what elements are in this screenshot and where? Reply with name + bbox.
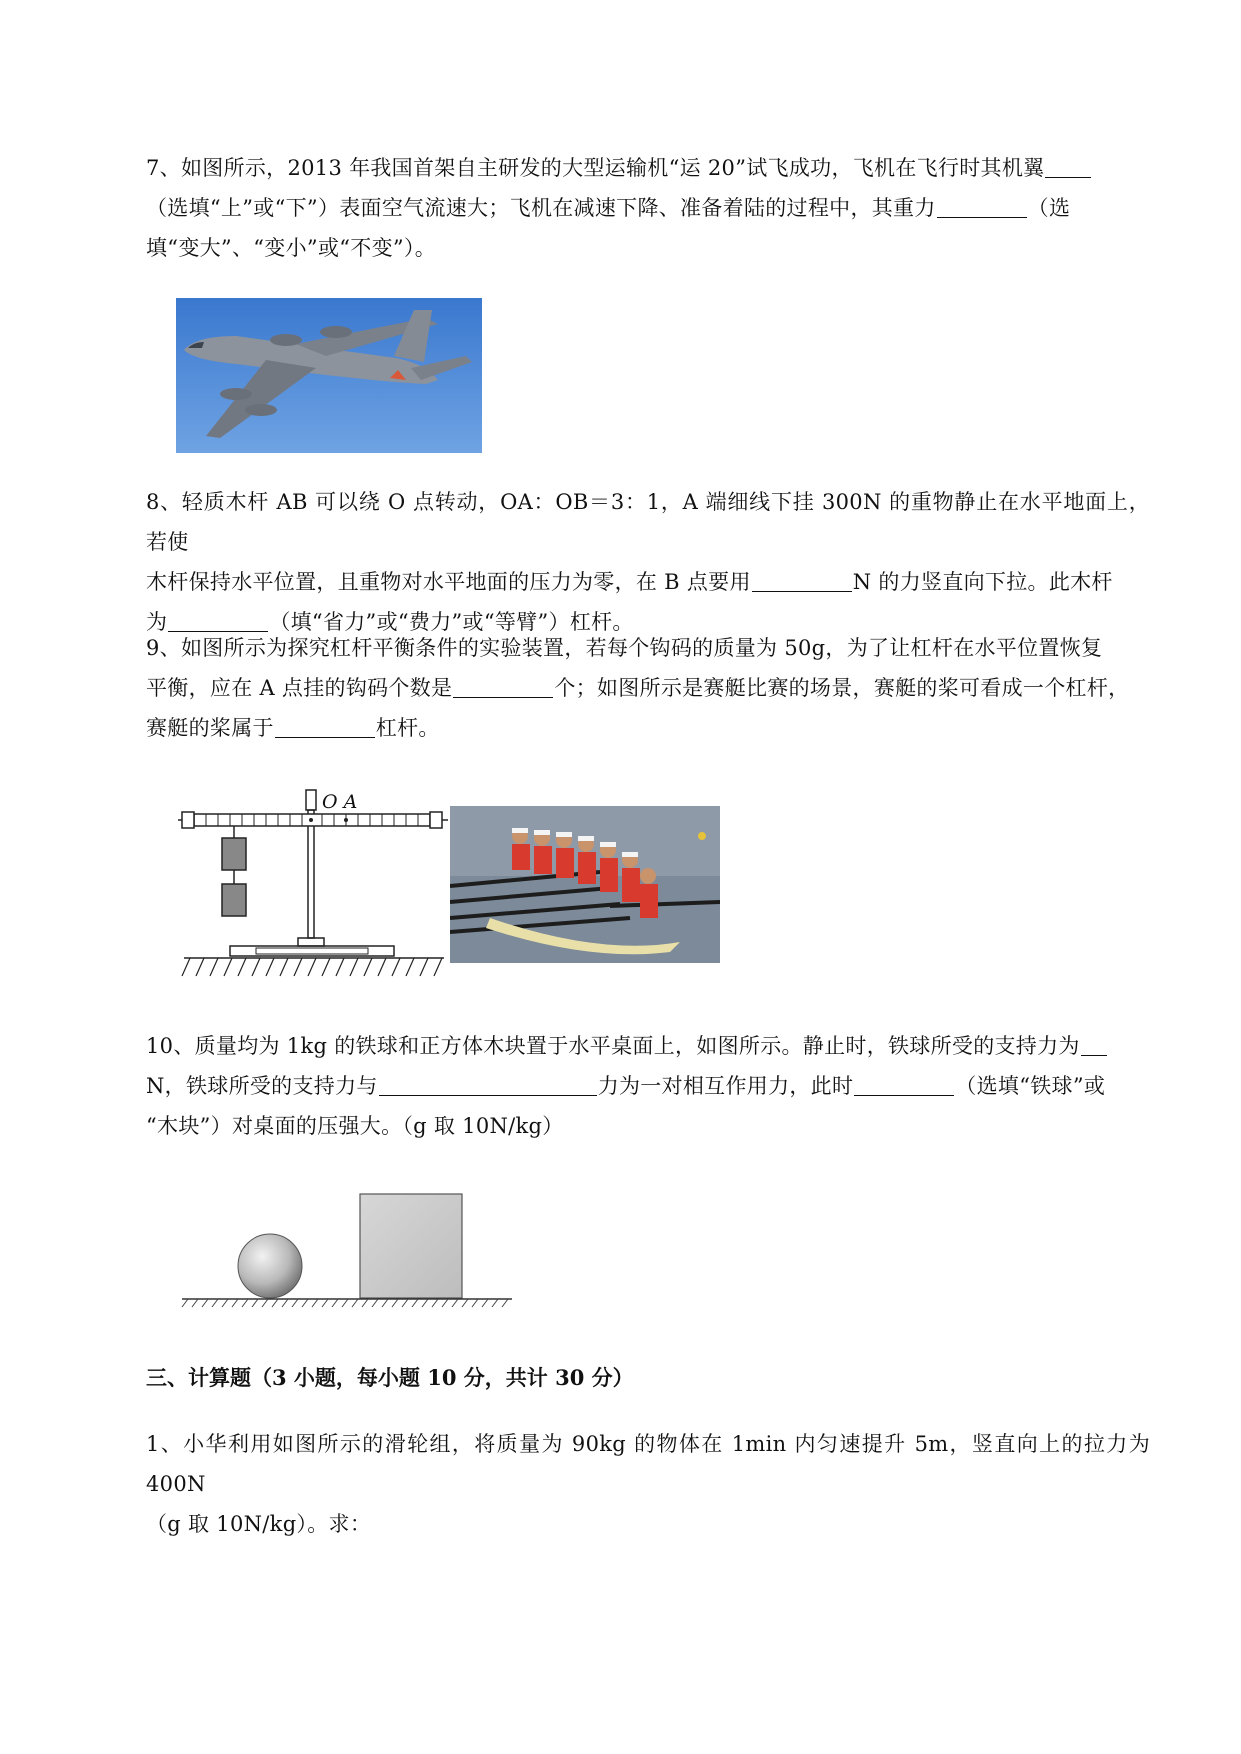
calc-question-1 bbox=[146, 1424, 1150, 1544]
question-7 bbox=[146, 148, 1150, 268]
q9-blank-1[interactable] bbox=[453, 673, 553, 698]
q8-text-5: （填“省力”或“费力”或“等臂”）杠杆。 bbox=[269, 610, 634, 634]
q10-text-2: N，铁球所受的支持力与 bbox=[146, 1074, 378, 1098]
ball-and-block-diagram bbox=[178, 1176, 514, 1324]
q8-text-3: N 的力竖直向下拉。此木杆 bbox=[852, 570, 1113, 594]
c1-text-1: 1、小华利用如图所示的滑轮组，将质量为 90kg 的物体在 1min 内匀速提升 5m，竖直向上的拉力为 400N bbox=[146, 1432, 1150, 1496]
q7-blank-1[interactable] bbox=[1045, 153, 1091, 178]
q8-text-1: 8、轻质木杆 AB 可以绕 O 点转动，OA：OB＝3：1，A 端细线下挂 300N 的重物静止在水平地面上，若使 bbox=[146, 490, 1150, 554]
q9-blank-2[interactable] bbox=[275, 713, 375, 738]
q7-text-1: 7、如图所示，2013 年我国首架自主研发的大型运输机“运 20”试飞成功，飞机在飞行时其机翼 bbox=[146, 156, 1045, 180]
question-9 bbox=[146, 628, 1150, 748]
q10-blank-1[interactable] bbox=[1081, 1031, 1107, 1056]
lever-apparatus-diagram bbox=[176, 784, 452, 984]
q9-text-4: 赛艇的桨属于 bbox=[146, 716, 274, 740]
transport-plane-photo bbox=[176, 298, 482, 453]
q9-text-3: 个；如图所示是赛艇比赛的场景，赛艇的桨可看成一个杠杆， bbox=[554, 676, 1130, 700]
q9-text-2: 平衡，应在 A 点挂的钩码个数是 bbox=[146, 676, 453, 700]
question-10 bbox=[146, 1026, 1150, 1146]
q7-blank-2[interactable] bbox=[937, 193, 1027, 218]
q10-text-5: “木块”）对桌面的压强大。（g 取 10N/kg） bbox=[146, 1114, 564, 1138]
q10-text-1: 10、质量均为 1kg 的铁球和正方体木块置于水平桌面上，如图所示。静止时，铁球所受的支持力为 bbox=[146, 1034, 1080, 1058]
q10-blank-3[interactable] bbox=[854, 1071, 954, 1096]
q8-text-2: 木杆保持水平位置，且重物对水平地面的压力为零，在 B 点要用 bbox=[146, 570, 751, 594]
lever-label-oa: O A bbox=[322, 791, 358, 813]
q9-text-5: 杠杆。 bbox=[375, 716, 440, 740]
section-3-heading: 三、计算题（3 小题，每小题 10 分，共计 30 分） bbox=[146, 1365, 634, 1390]
q8-blank-1[interactable] bbox=[752, 567, 852, 592]
q7-text-2: （选填“上”或“下”）表面空气流速大；飞机在减速下降、准备着陆的过程中，其重力 bbox=[146, 196, 936, 220]
q8-text-4: 为 bbox=[146, 610, 168, 634]
q7-text-4: 填“变大”、“变小”或“不变”）。 bbox=[146, 236, 437, 260]
q7-text-3: （选 bbox=[1027, 196, 1071, 220]
q10-text-4: （选填“铁球”或 bbox=[955, 1074, 1106, 1098]
rowing-race-photo bbox=[450, 806, 720, 963]
q10-blank-2[interactable] bbox=[379, 1071, 597, 1096]
q9-text-1: 9、如图所示为探究杠杆平衡条件的实验装置，若每个钩码的质量为 50g，为了让杠杆在水平位置恢复 bbox=[146, 636, 1103, 660]
question-8 bbox=[146, 482, 1150, 642]
c1-text-2: （g 取 10N/kg）。求： bbox=[146, 1512, 372, 1536]
q10-text-3: 力为一对相互作用力，此时 bbox=[597, 1074, 854, 1098]
